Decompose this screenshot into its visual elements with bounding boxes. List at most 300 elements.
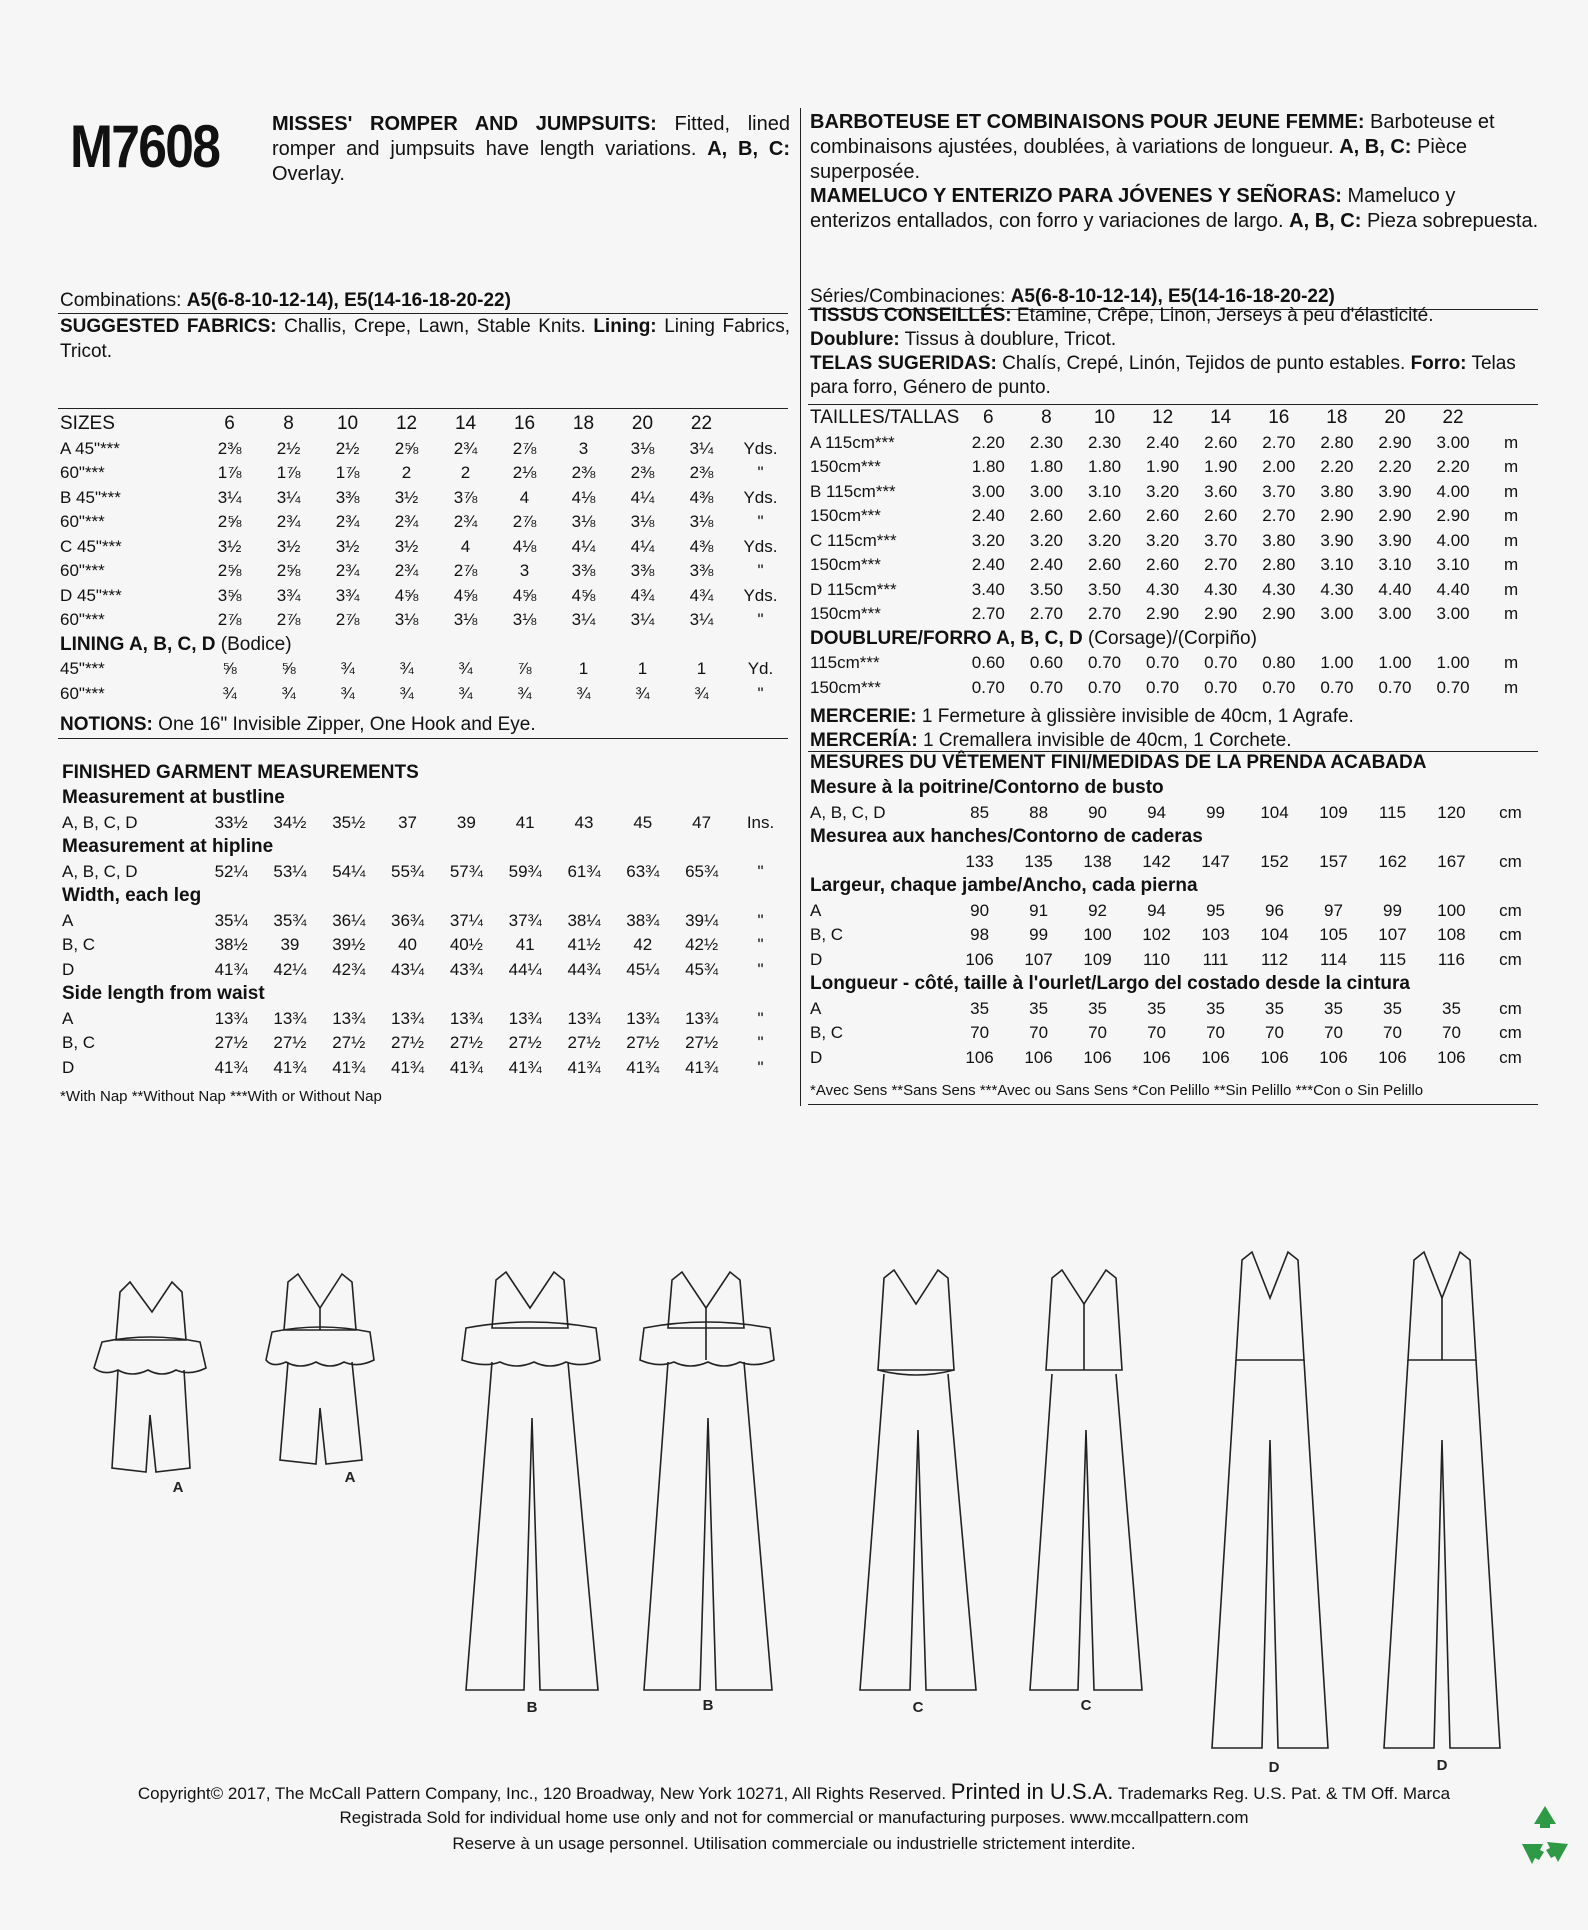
section-heading: Measurement at hipline <box>62 836 274 858</box>
view-label: D <box>1268 1759 1280 1776</box>
pattern-number: M7608 <box>70 113 220 180</box>
table-cell: 35 <box>1029 998 1049 1018</box>
table-cell: 99 <box>1383 900 1402 920</box>
table-cell: 2.40 <box>971 506 1005 526</box>
table-cell: 2¾ <box>394 512 419 532</box>
table-row <box>60 510 790 535</box>
table-cell: 3 <box>519 561 530 581</box>
table-cell: 2.60 <box>1204 432 1238 452</box>
table-cell: 1.80 <box>971 457 1005 477</box>
table-cell: 13¾ <box>449 1008 483 1028</box>
table-cell: 4¼ <box>630 487 655 507</box>
mesures-heading: MESURES DU VÊTEMENT FINI/MEDIDAS DE LA PRENDA ACABADA <box>810 752 1427 773</box>
view-label: B <box>526 1699 538 1716</box>
table-cell: 167 <box>1437 851 1466 871</box>
table-cell: 4.30 <box>1262 579 1296 599</box>
table-cell: 38¾ <box>626 910 660 930</box>
table-cell: 27½ <box>391 1033 425 1053</box>
table-cell: 0.60 <box>1029 653 1063 673</box>
table-cell: D <box>810 949 823 969</box>
table-cell: 110 <box>1142 949 1171 969</box>
table-cell: 40 <box>398 935 418 955</box>
table-cell: 2¾ <box>453 512 478 532</box>
table-cell: 4¼ <box>630 536 655 556</box>
table-cell: 35 <box>1324 998 1343 1018</box>
table-cell: B, C <box>810 1023 844 1043</box>
combinaciones-line: Séries/Combinaciones: A5(6-8-10-12-14), E5(14-16-18-20-22) <box>810 286 1335 307</box>
table-cell: 3¼ <box>630 610 655 630</box>
table-cell: 3½ <box>394 487 419 507</box>
table-cell: 95 <box>1206 900 1225 920</box>
table-cell: 3⅛ <box>689 512 714 532</box>
table-cell: 4.30 <box>1146 579 1180 599</box>
table-cell: 102 <box>1142 925 1171 945</box>
table-cell: m <box>1503 432 1519 452</box>
table-cell: 2.20 <box>1378 457 1412 477</box>
table-row <box>62 811 790 836</box>
table-cell: 45"*** <box>60 659 105 679</box>
table-cell: 42¾ <box>332 959 366 979</box>
table-cell: 3.80 <box>1320 481 1354 501</box>
table-cell: 4⅛ <box>571 487 596 507</box>
table-cell: 2.60 <box>1029 506 1063 526</box>
table-cell: 55¾ <box>391 861 425 881</box>
table-cell: 18 <box>572 413 595 435</box>
table-cell: 3⅝ <box>217 585 242 605</box>
table-cell: Yds. <box>743 438 778 458</box>
recycle-icon <box>1510 1800 1580 1870</box>
table-section-row <box>810 627 1540 652</box>
table-cell: 20 <box>1384 407 1406 429</box>
table-cell: 13¾ <box>332 1008 366 1028</box>
table-cell: D 45"*** <box>60 585 122 605</box>
english-description: MISSES' ROMPER AND JUMPSUITS: Fitted, lined romper and jumpsuits have length variations. A, B, C: Overlay. <box>272 113 790 185</box>
table-cell: 106 <box>1142 1047 1171 1067</box>
section-heading: Largeur, chaque jambe/Ancho, cada pierna <box>810 875 1198 897</box>
table-cell: 2 <box>401 463 412 483</box>
divider <box>58 738 788 739</box>
table-cell: A 45"*** <box>60 438 120 458</box>
table-cell: ⅝ <box>222 659 237 679</box>
table-cell: 4⅝ <box>394 585 419 605</box>
table-cell: 150cm*** <box>810 457 881 477</box>
table-cell: 3.20 <box>1146 530 1180 550</box>
table-cell: m <box>1503 555 1519 575</box>
view-c-back-illustration <box>1030 1270 1142 1690</box>
table-cell: 63¾ <box>626 861 660 881</box>
table-cell: B, C <box>62 935 96 955</box>
table-cell <box>810 850 950 875</box>
table-row <box>810 431 1540 456</box>
table-row <box>62 958 790 983</box>
table-cell: " <box>757 910 764 930</box>
table-cell: 57¾ <box>449 861 483 881</box>
table-cell: 12 <box>395 413 418 435</box>
table-cell: 3.10 <box>1436 555 1470 575</box>
table-cell: 45 <box>633 812 653 832</box>
table-cell: 39¼ <box>685 910 719 930</box>
spanish-description: MAMELUCO Y ENTERIZO PARA JÓVENES Y SEÑORAS: Mameluco y enterizos entallados, con forro y variaciones de largo. A, B, C: Pieza sobrepuesta. <box>810 185 1539 232</box>
table-cell: 42 <box>633 935 653 955</box>
table-row <box>810 923 1540 948</box>
table-cell: 2.90 <box>1204 604 1238 624</box>
table-cell: 27½ <box>273 1033 307 1053</box>
table-cell: 1.90 <box>1146 457 1180 477</box>
table-cell: 1.80 <box>1087 457 1122 477</box>
table-cell: 70 <box>1383 1023 1402 1043</box>
section-subheading: (Corsage)/(Corpiño) <box>1082 627 1257 649</box>
table-cell: 0.70 <box>1146 677 1180 697</box>
table-cell: 44¼ <box>508 959 542 979</box>
view-d-front-illustration <box>1212 1252 1328 1748</box>
table-cell: 6 <box>224 413 235 435</box>
table-cell: " <box>757 561 764 581</box>
table-cell: 13¾ <box>626 1008 660 1028</box>
table-cell: 3⅛ <box>571 512 596 532</box>
table-cell: 16 <box>1268 407 1290 429</box>
table-cell: 2.90 <box>1436 506 1470 526</box>
table-cell: 2⅞ <box>512 512 537 532</box>
table-cell: 2.60 <box>1087 555 1122 575</box>
table-cell: 3.10 <box>1378 555 1412 575</box>
table-row <box>60 608 790 633</box>
table-row <box>810 578 1540 603</box>
view-label: A <box>344 1469 356 1486</box>
table-cell: 162 <box>1378 851 1407 871</box>
table-cell: 70 <box>1206 1023 1225 1043</box>
table-cell: 2.60 <box>1146 506 1180 526</box>
table-cell: 3¼ <box>276 487 301 507</box>
table-cell: 13¾ <box>508 1008 542 1028</box>
table-cell: 1.80 <box>1029 457 1063 477</box>
table-cell: 3.00 <box>1320 604 1354 624</box>
table-cell: m <box>1503 530 1519 550</box>
section-heading: Width, each leg <box>62 885 202 907</box>
table-cell: 44¾ <box>567 959 601 979</box>
table-cell: 36¾ <box>391 910 425 930</box>
table-row <box>62 1007 790 1032</box>
table-cell: 115 <box>1378 802 1407 822</box>
table-cell: 14 <box>454 413 477 435</box>
section-heading: DOUBLURE/FORRO A, B, C, D (Corsage)/(Corpiño) <box>810 627 1257 649</box>
table-cell: 2.70 <box>971 604 1005 624</box>
table-cell: 120 <box>1437 802 1466 822</box>
table-cell: 2.20 <box>971 432 1005 452</box>
table-cell: cm <box>1499 949 1522 969</box>
table-cell: 43¼ <box>391 959 425 979</box>
section-heading: LINING A, B, C, D (Bodice) <box>60 633 292 655</box>
table-row <box>62 860 790 885</box>
table-cell: 39 <box>456 812 476 832</box>
table-cell: " <box>757 1033 764 1053</box>
table-cell: 0.60 <box>971 653 1005 673</box>
table-cell: A 115cm*** <box>810 432 895 452</box>
table-cell: 27½ <box>449 1033 483 1053</box>
table-cell: 3⅛ <box>453 610 478 630</box>
table-cell: " <box>757 463 764 483</box>
table-cell: 0.70 <box>1029 677 1063 697</box>
table-row <box>60 657 790 682</box>
table-cell: 2.70 <box>1029 604 1063 624</box>
table-cell: 2.90 <box>1320 506 1354 526</box>
table-cell: 22 <box>1442 407 1464 429</box>
table-cell: TAILLES/TALLAS <box>810 407 960 429</box>
table-cell: 2⅞ <box>453 561 478 581</box>
table-section-row <box>810 776 1540 801</box>
table-cell: A <box>62 910 74 930</box>
yardage-table-metric <box>810 406 1540 700</box>
table-cell: 147 <box>1201 851 1230 871</box>
table-cell: 2.90 <box>1146 604 1180 624</box>
table-cell: 2.30 <box>1029 432 1063 452</box>
table-cell: ¾ <box>399 659 414 679</box>
table-cell: 70 <box>970 1023 990 1043</box>
table-cell: m <box>1503 506 1519 526</box>
table-row <box>810 455 1540 480</box>
table-cell: 112 <box>1260 949 1289 969</box>
table-cell: ¾ <box>458 659 473 679</box>
view-b-back-illustration <box>640 1272 774 1690</box>
table-row <box>810 997 1540 1022</box>
table-cell: A <box>810 998 822 1018</box>
table-cell: 3⅜ <box>689 561 714 581</box>
table-cell: 2½ <box>276 438 301 458</box>
table-cell: 1⅞ <box>217 463 242 483</box>
table-cell: 3½ <box>335 536 360 556</box>
table-cell: 8 <box>283 413 294 435</box>
view-c-front-illustration <box>860 1270 976 1690</box>
table-cell: 2⅜ <box>689 463 714 483</box>
table-row <box>810 602 1540 627</box>
table-cell: 4.30 <box>1320 579 1354 599</box>
table-cell: 1.00 <box>1320 653 1354 673</box>
view-label: D <box>1436 1757 1448 1774</box>
table-cell: 3.20 <box>1029 530 1063 550</box>
table-cell: 20 <box>631 413 654 435</box>
table-cell: 43 <box>574 812 594 832</box>
table-cell: 2 <box>460 463 471 483</box>
table-row <box>810 504 1540 529</box>
table-cell: m <box>1503 457 1519 477</box>
table-cell: 3.80 <box>1262 530 1296 550</box>
table-row <box>810 651 1540 676</box>
table-cell: 70 <box>1088 1023 1108 1043</box>
combinations-line: Combinations: A5(6-8-10-12-14), E5(14-16-18-20-22) <box>60 290 511 311</box>
view-label: A <box>172 1479 184 1496</box>
table-cell: " <box>757 610 764 630</box>
french-description: BARBOTEUSE ET COMBINAISONS POUR JEUNE FEMME: Barboteuse et combinaisons ajustées, doublées, à variations de longueur. A, B, C: Pièce superposée. <box>810 111 1495 183</box>
table-cell: 106 <box>1378 1047 1407 1067</box>
table-cell: 2.00 <box>1262 457 1296 477</box>
table-cell: 103 <box>1201 925 1230 945</box>
table-cell: 3½ <box>217 536 242 556</box>
table-row <box>60 559 790 584</box>
table-cell: 92 <box>1088 900 1108 920</box>
table-cell: 2.80 <box>1262 555 1296 575</box>
divider <box>808 1104 1538 1105</box>
section-subheading: (Bodice) <box>215 633 292 655</box>
table-cell: A, B, C, D <box>62 861 138 881</box>
table-cell: 108 <box>1437 925 1466 945</box>
table-cell: C 45"*** <box>60 536 122 556</box>
table-cell: 1⅞ <box>276 463 301 483</box>
table-cell: 3¼ <box>689 610 714 630</box>
table-cell: 2⅞ <box>335 610 360 630</box>
table-cell: 2¾ <box>335 512 360 532</box>
table-cell: 27½ <box>214 1033 248 1053</box>
table-section-row <box>62 982 790 1007</box>
table-cell: 1 <box>578 659 589 679</box>
table-row <box>810 529 1540 554</box>
table-cell: 4⅝ <box>571 585 596 605</box>
table-cell: 70 <box>1029 1023 1049 1043</box>
table-cell: 70 <box>1147 1023 1166 1043</box>
table-cell: 97 <box>1324 900 1343 920</box>
table-cell: 150cm*** <box>810 555 881 575</box>
table-cell: " <box>757 959 764 979</box>
table-cell: 47 <box>692 812 712 832</box>
table-section-row <box>62 786 790 811</box>
table-cell: 2⅞ <box>512 438 537 458</box>
table-cell: 53¼ <box>273 861 307 881</box>
table-cell: 0.70 <box>1262 677 1296 697</box>
table-cell: 3.00 <box>1436 604 1470 624</box>
table-row <box>62 1056 790 1081</box>
table-cell: 2¾ <box>335 561 360 581</box>
table-row <box>810 899 1540 924</box>
section-heading: Mesure à la poitrine/Contorno de busto <box>810 777 1164 799</box>
table-cell: 0.80 <box>1262 653 1296 673</box>
table-cell: 107 <box>1024 949 1053 969</box>
table-cell: m <box>1503 653 1519 673</box>
table-cell: 2½ <box>335 438 360 458</box>
table-cell: " <box>757 512 764 532</box>
table-cell: 3.00 <box>1378 604 1412 624</box>
table-cell: 4¾ <box>630 585 655 605</box>
table-cell: ⅞ <box>517 659 532 679</box>
table-cell: 41¾ <box>508 1057 542 1077</box>
table-cell: 3⅛ <box>512 610 537 630</box>
table-cell: m <box>1503 481 1519 501</box>
table-cell: 3.70 <box>1204 530 1238 550</box>
table-row <box>62 1031 790 1056</box>
table-cell: 35 <box>1147 998 1166 1018</box>
table-cell: 106 <box>1260 1047 1289 1067</box>
copyright-line: Copyright© 2017, The McCall Pattern Company, Inc., 120 Broadway, New York 10271, All Rights Reserved. Printed in U.S.A. Trademarks Reg. U.S. Pat. & TM Off. Marca <box>137 1779 1451 1804</box>
table-cell: 41¾ <box>332 1057 366 1077</box>
table-cell: 2.90 <box>1378 506 1412 526</box>
table-cell: 2.40 <box>1029 555 1063 575</box>
table-cell: 0.70 <box>1378 677 1412 697</box>
table-cell: 4.40 <box>1436 579 1470 599</box>
table-cell: 4.30 <box>1204 579 1238 599</box>
table-cell: 4 <box>460 536 471 556</box>
table-cell: 35¾ <box>273 910 307 930</box>
table-cell: B 45"*** <box>60 487 121 507</box>
table-cell: 2⅝ <box>217 512 242 532</box>
table-cell: 135 <box>1024 851 1053 871</box>
table-cell: 0.70 <box>1204 677 1238 697</box>
section-heading: Mesurea aux hanches/Contorno de caderas <box>810 826 1203 848</box>
table-cell: 104 <box>1260 802 1289 822</box>
column-divider <box>800 108 801 1106</box>
finished-table-metric <box>810 776 1540 1070</box>
view-label: C <box>912 1699 924 1716</box>
table-cell: 2⅜ <box>217 438 242 458</box>
table-cell: 70 <box>1324 1023 1343 1043</box>
table-cell: 36¼ <box>332 910 366 930</box>
table-row <box>810 553 1540 578</box>
table-cell: 2⅜ <box>630 463 655 483</box>
table-cell: 116 <box>1437 949 1466 969</box>
table-cell: A, B, C, D <box>810 802 886 822</box>
table-cell: 45¾ <box>685 959 719 979</box>
table-cell: cm <box>1499 1047 1522 1067</box>
footnote-english: *With Nap **Without Nap ***With or Without Nap <box>60 1088 382 1105</box>
table-cell: 2.90 <box>1378 432 1412 452</box>
table-cell: 3¼ <box>689 438 714 458</box>
table-cell: m <box>1503 677 1519 697</box>
table-section-row <box>62 884 790 909</box>
table-cell: 2.30 <box>1087 432 1122 452</box>
table-cell: 33½ <box>214 812 248 832</box>
table-cell: 4.00 <box>1436 481 1470 501</box>
table-cell: 2¾ <box>453 438 478 458</box>
table-cell: 37 <box>398 812 418 832</box>
table-cell: 70 <box>1265 1023 1284 1043</box>
view-label: C <box>1080 1697 1092 1714</box>
table-cell: 3¾ <box>335 585 360 605</box>
view-a-back-illustration <box>266 1274 374 1464</box>
table-cell: 2.70 <box>1204 555 1238 575</box>
table-cell: 10 <box>1093 407 1116 429</box>
table-row <box>810 676 1540 701</box>
table-cell: ¾ <box>222 683 237 703</box>
table-cell: 4⅝ <box>512 585 537 605</box>
table-cell: 3 <box>578 438 589 458</box>
table-cell: 41¾ <box>449 1057 483 1077</box>
table-cell: 106 <box>1083 1047 1112 1067</box>
table-cell: 106 <box>1201 1047 1230 1067</box>
table-cell: ¾ <box>340 683 355 703</box>
table-cell: 1.00 <box>1436 653 1470 673</box>
finished-table-english <box>62 786 790 1080</box>
table-cell: 4⅝ <box>453 585 478 605</box>
table-row <box>810 850 1540 875</box>
table-cell: 1.90 <box>1204 457 1238 477</box>
table-cell: 3⅜ <box>571 561 596 581</box>
table-cell: 14 <box>1210 407 1232 429</box>
table-cell: cm <box>1499 900 1522 920</box>
table-cell: 2.90 <box>1262 604 1296 624</box>
table-cell: 45¼ <box>626 959 660 979</box>
table-cell: 41 <box>515 812 535 832</box>
table-cell: 13¾ <box>273 1008 307 1028</box>
table-cell: cm <box>1499 1023 1522 1043</box>
table-cell: 1 <box>696 659 707 679</box>
table-cell: 4⅛ <box>512 536 537 556</box>
table-cell: 99 <box>1029 925 1049 945</box>
table-cell: 13¾ <box>391 1008 425 1028</box>
table-cell: 40½ <box>449 935 483 955</box>
table-cell: A <box>810 900 822 920</box>
table-cell: 106 <box>965 1047 994 1067</box>
table-cell: 106 <box>1024 1047 1053 1067</box>
table-cell: 18 <box>1326 407 1348 429</box>
table-cell: 3⅜ <box>335 487 360 507</box>
table-cell: 54¼ <box>332 861 366 881</box>
table-cell: 3⅛ <box>630 438 655 458</box>
